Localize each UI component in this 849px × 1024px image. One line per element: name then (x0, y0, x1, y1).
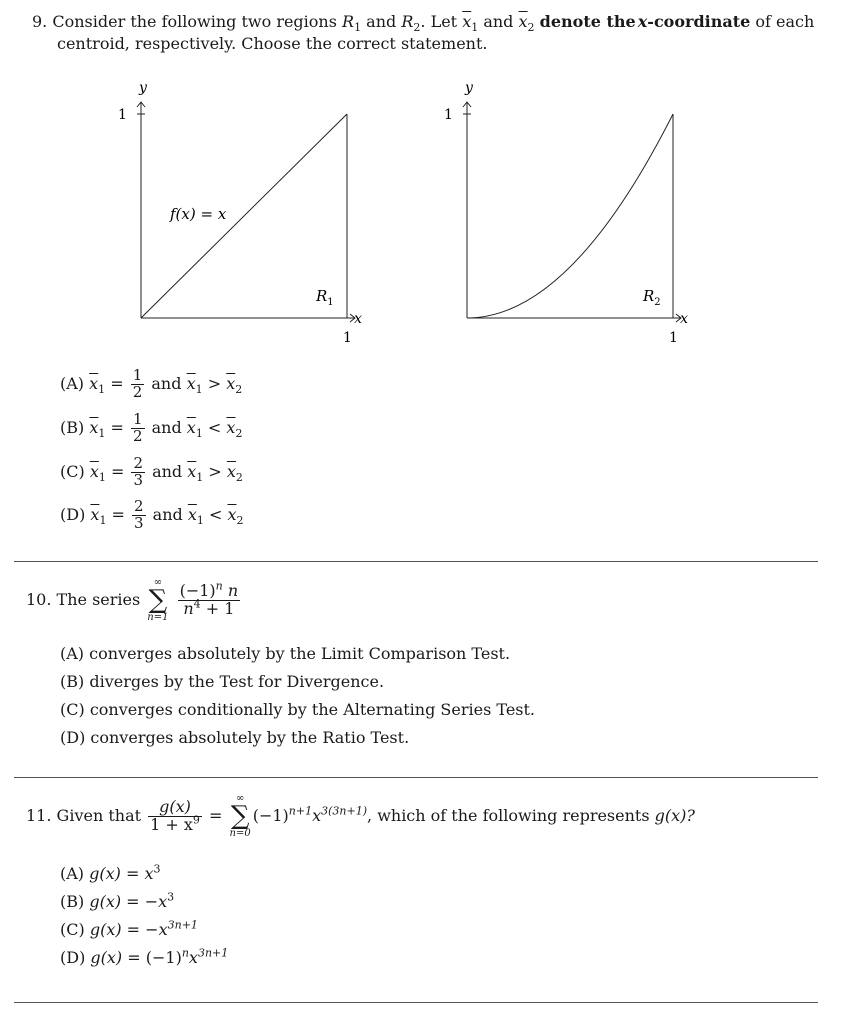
q10-option-d[interactable]: (D) converges absolutely by the Ratio Test. (60, 728, 410, 747)
divider-3 (14, 1002, 818, 1003)
graph2-x-tick-label: 1 (669, 330, 678, 346)
q11-stem: 11. Given that $\frac{g(x)}{1 + x^9}$ = ∞ ∑ n=0 $(-1)^{n+1}x^{3(3n+1)}$, which of the following represents g(x)? (26, 793, 695, 839)
graph1-region-label: $R_1$ (316, 287, 334, 308)
q11-option-d[interactable]: (D) $g(x) = (-1)^nx^{3n+1}$ (60, 946, 229, 967)
graph2-y-tick-label: 1 (444, 107, 453, 123)
q11-option-b[interactable]: (B) $g(x) = -x^3$ (60, 890, 175, 911)
q9-option-a[interactable]: (A) $\overline{x}_1$ = $\frac{1}{2}$ and $\overline{x}_1 > \overline{x}_2$ (60, 366, 243, 401)
graph1-x-label: x (354, 311, 362, 327)
graph2-y-label: y (465, 80, 473, 96)
q9-option-d-fraction: $\frac{2}{3}$ (134, 497, 144, 532)
q10-sum-symbol: ∞ ∑ n=1 (147, 577, 169, 623)
q10-option-b[interactable]: (B) diverges by the Test for Divergence. (60, 672, 385, 691)
q11-number: 11. (26, 805, 52, 825)
graph1-y-tick-label: 1 (118, 107, 127, 123)
graph2-x-label: x (680, 311, 688, 327)
q10-stem: 10. The series ∞ ∑ n=1 $\frac{(-1)^n n}{n^4 + 1}$ (26, 577, 239, 623)
divider-2 (14, 777, 818, 778)
q10-number: 10. (26, 589, 52, 609)
q9-option-b-fraction: $\frac{1}{2}$ (132, 410, 143, 445)
q11-option-c[interactable]: (C) $g(x) = -x^{3n+1}$ (60, 918, 198, 939)
q9-option-d[interactable]: (D) $\overline{x}_1$ = $\frac{2}{3}$ and $\overline{x}_1 < \overline{x}_2$ (60, 497, 244, 532)
graph1-y-label: y (139, 80, 147, 96)
graph2-region-label: $R_2$ (643, 287, 661, 308)
q9-option-a-fraction: $\frac{1}{2}$ (132, 366, 143, 401)
graph1-function-label: f(x) = x (170, 205, 227, 223)
q9-option-c[interactable]: (C) $\overline{x}_1$ = $\frac{2}{3}$ and $\overline{x}_1 > \overline{x}_2$ (60, 454, 243, 489)
graph1-x-tick-label: 1 (343, 330, 352, 346)
q11-sum-symbol: ∞ ∑ n=0 (229, 793, 251, 839)
divider-1 (14, 561, 818, 562)
q9-option-c-fraction: $\frac{2}{3}$ (133, 454, 143, 489)
q9-option-b[interactable]: (B) $\overline{x}_1$ = $\frac{1}{2}$ and $\overline{x}_1 < \overline{x}_2$ (60, 410, 243, 445)
q10-fraction: $\frac{(-1)^n n}{n^4 + 1}$ (179, 579, 239, 618)
q9-graph-1 (100, 80, 360, 350)
q9-graph-2 (426, 80, 686, 350)
q11-fraction: $\frac{g(x)}{1 + x^9}$ (150, 797, 200, 834)
q11-option-a[interactable]: (A) $g(x) = x^3$ (60, 862, 161, 883)
q10-option-c[interactable]: (C) converges conditionally by the Alternating Series Test. (60, 700, 536, 719)
q9-stem-line2: centroid, respectively. Choose the correct statement. (57, 34, 488, 53)
q10-option-a[interactable]: (A) converges absolutely by the Limit Comparison Test. (60, 644, 511, 663)
q9-stem-line1: 9. Consider the following two regions $R_1$ and $R_2$. Let $\overline{x}_1$ and $\overline{x}_2$ denote the x-coordinate of each (32, 12, 815, 35)
q9-number: 9. (32, 12, 48, 31)
